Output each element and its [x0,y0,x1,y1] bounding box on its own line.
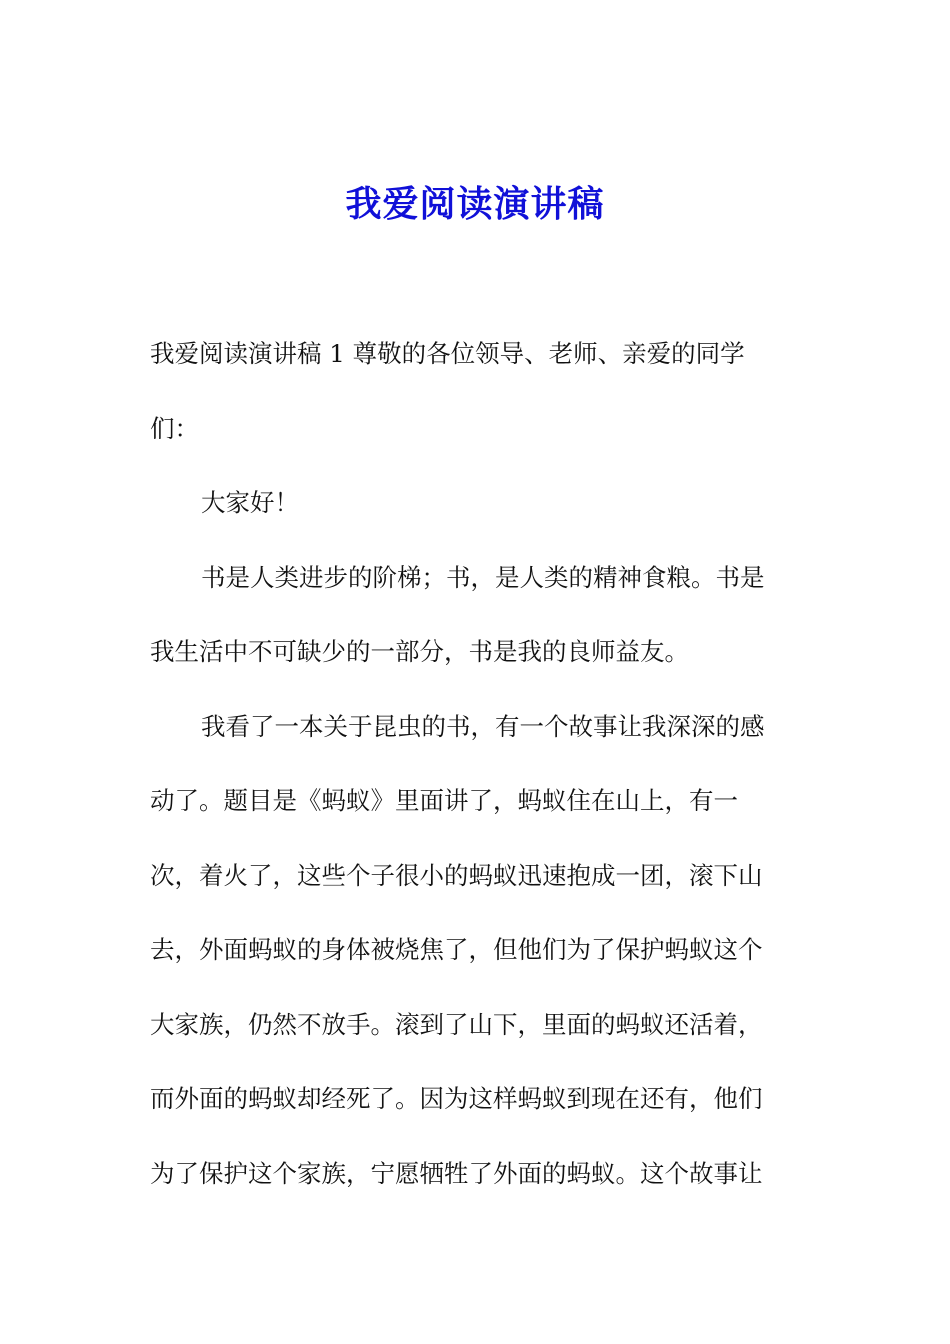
body-line-11: 而外面的蚂蚁却经死了。因为这样蚂蚁到现在还有，他们 [150,1084,763,1113]
body-line-1: 我爱阅读演讲稿 1 尊敬的各位领导、老师、亲爱的同学 [150,339,745,368]
body-line-4: 书是人类进步的阶梯；书，是人类的精神食粮。书是 [201,562,765,592]
document-body [150,317,790,1211]
document-title: 我爱阅读演讲稿 [345,183,605,225]
body-line-7: 动了。题目是《蚂蚁》里面讲了，蚂蚁住在山上，有一 [150,786,738,815]
body-line-3: 大家好！ [201,488,299,517]
body-line-2: 们： [150,413,199,443]
body-line-10: 大家族，仍然不放手。滚到了山下，里面的蚂蚁还活着， [150,1009,763,1039]
body-line-6: 我看了一本关于昆虫的书，有一个故事让我深深的感 [201,711,765,741]
body-line-12: 为了保护这个家族，宁愿牺牲了外面的蚂蚁。这个故事让 [150,1158,763,1188]
body-line-8: 次，着火了，这些个子很小的蚂蚁迅速抱成一团，滚下山 [150,860,763,890]
body-line-5: 我生活中不可缺少的一部分，书是我的良师益友。 [150,637,689,666]
body-line-9: 去，外面蚂蚁的身体被烧焦了，但他们为了保护蚂蚁这个 [150,935,763,964]
